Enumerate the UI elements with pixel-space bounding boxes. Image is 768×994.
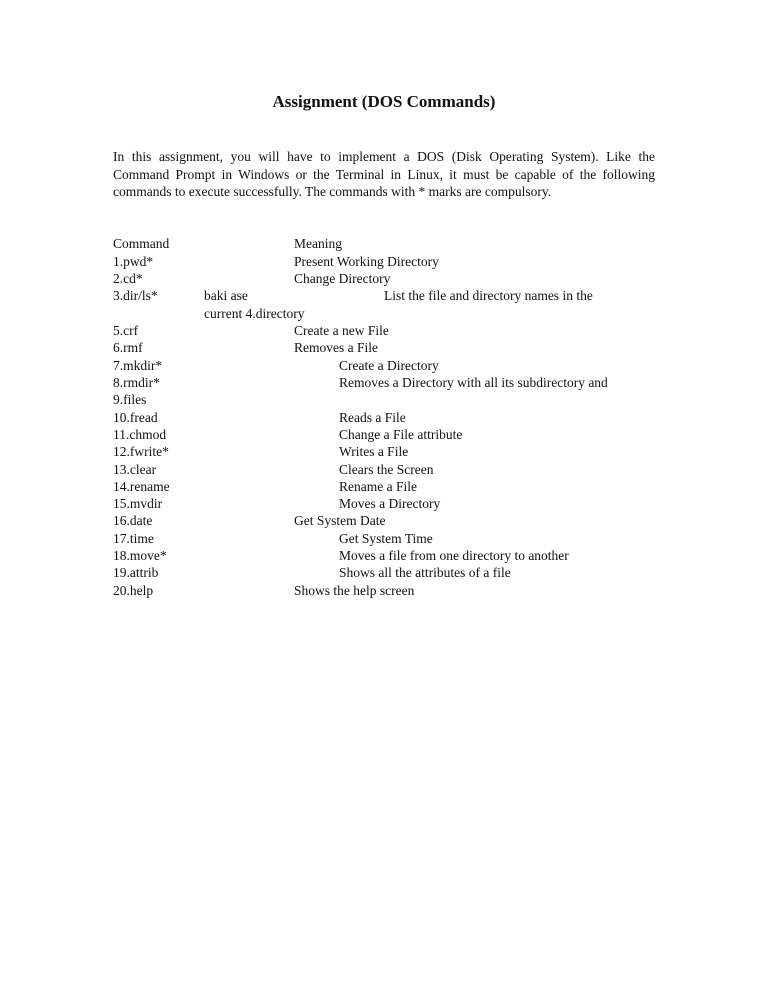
meaning-cell: Shows the help screen <box>294 583 415 598</box>
command-cell: 14.rename <box>113 479 170 494</box>
command-cell: 2.cd* <box>113 271 143 286</box>
command-cell: 7.mkdir* <box>113 358 163 373</box>
meaning-cell: Moves a Directory <box>339 496 441 511</box>
meaning-cell: Reads a File <box>339 410 406 425</box>
page-title: Assignment (DOS Commands) <box>272 92 496 111</box>
command-cell: 9.files <box>113 392 147 407</box>
command-cell: 11.chmod <box>113 427 167 442</box>
command-cell: 15.mvdir <box>113 496 163 511</box>
command-cell: 16.date <box>113 513 153 528</box>
meaning-cell: List the file and directory names in the <box>384 288 593 303</box>
meaning-cell: Removes a Directory with all its subdirectory and <box>339 375 608 390</box>
command-cell: 6.rmf <box>113 340 143 355</box>
command-cell: 10.fread <box>113 410 158 425</box>
meaning-continuation: current 4.directory <box>204 306 305 321</box>
meaning-cell: Writes a File <box>339 444 409 459</box>
command-cell: 20.help <box>113 583 154 598</box>
meaning-cell: Removes a File <box>294 340 378 355</box>
command-cell: 19.attrib <box>113 565 159 580</box>
command-cell: 5.crf <box>113 323 139 338</box>
column-header-command: Command <box>113 236 170 251</box>
meaning-cell: Create a new File <box>294 323 389 338</box>
meaning-cell: Present Working Directory <box>294 254 439 269</box>
command-cell: 1.pwd* <box>113 254 154 269</box>
meaning-cell: Create a Directory <box>339 358 439 373</box>
command-cell: 3.dir/ls* <box>113 288 158 303</box>
meaning-cell: Change a File attribute <box>339 427 463 442</box>
column-header-meaning: Meaning <box>294 236 342 251</box>
command-cell: 8.rmdir* <box>113 375 160 390</box>
meaning-cell: Get System Date <box>294 513 386 528</box>
command-cell: 13.clear <box>113 462 157 477</box>
meaning-cell: Change Directory <box>294 271 391 286</box>
intro-paragraph: In this assignment, you will have to implement a DOS (Disk Operating System). Like the Command Prompt in Windows or the Terminal in Linux, it must be capable of the following commands to execute successfully. The commands with * marks are compulsory. <box>113 149 655 199</box>
command-cell: 18.move* <box>113 548 167 563</box>
command-cell: 17.time <box>113 531 154 546</box>
command-cell: 12.fwrite* <box>113 444 169 459</box>
meaning-cell: Shows all the attributes of a file <box>339 565 511 580</box>
meaning-cell: Rename a File <box>339 479 417 494</box>
meaning-cell: Moves a file from one directory to another <box>339 548 569 563</box>
meaning-cell: Clears the Screen <box>339 462 434 477</box>
meaning-cell: Get System Time <box>339 531 433 546</box>
extra-note: baki ase <box>204 288 248 303</box>
